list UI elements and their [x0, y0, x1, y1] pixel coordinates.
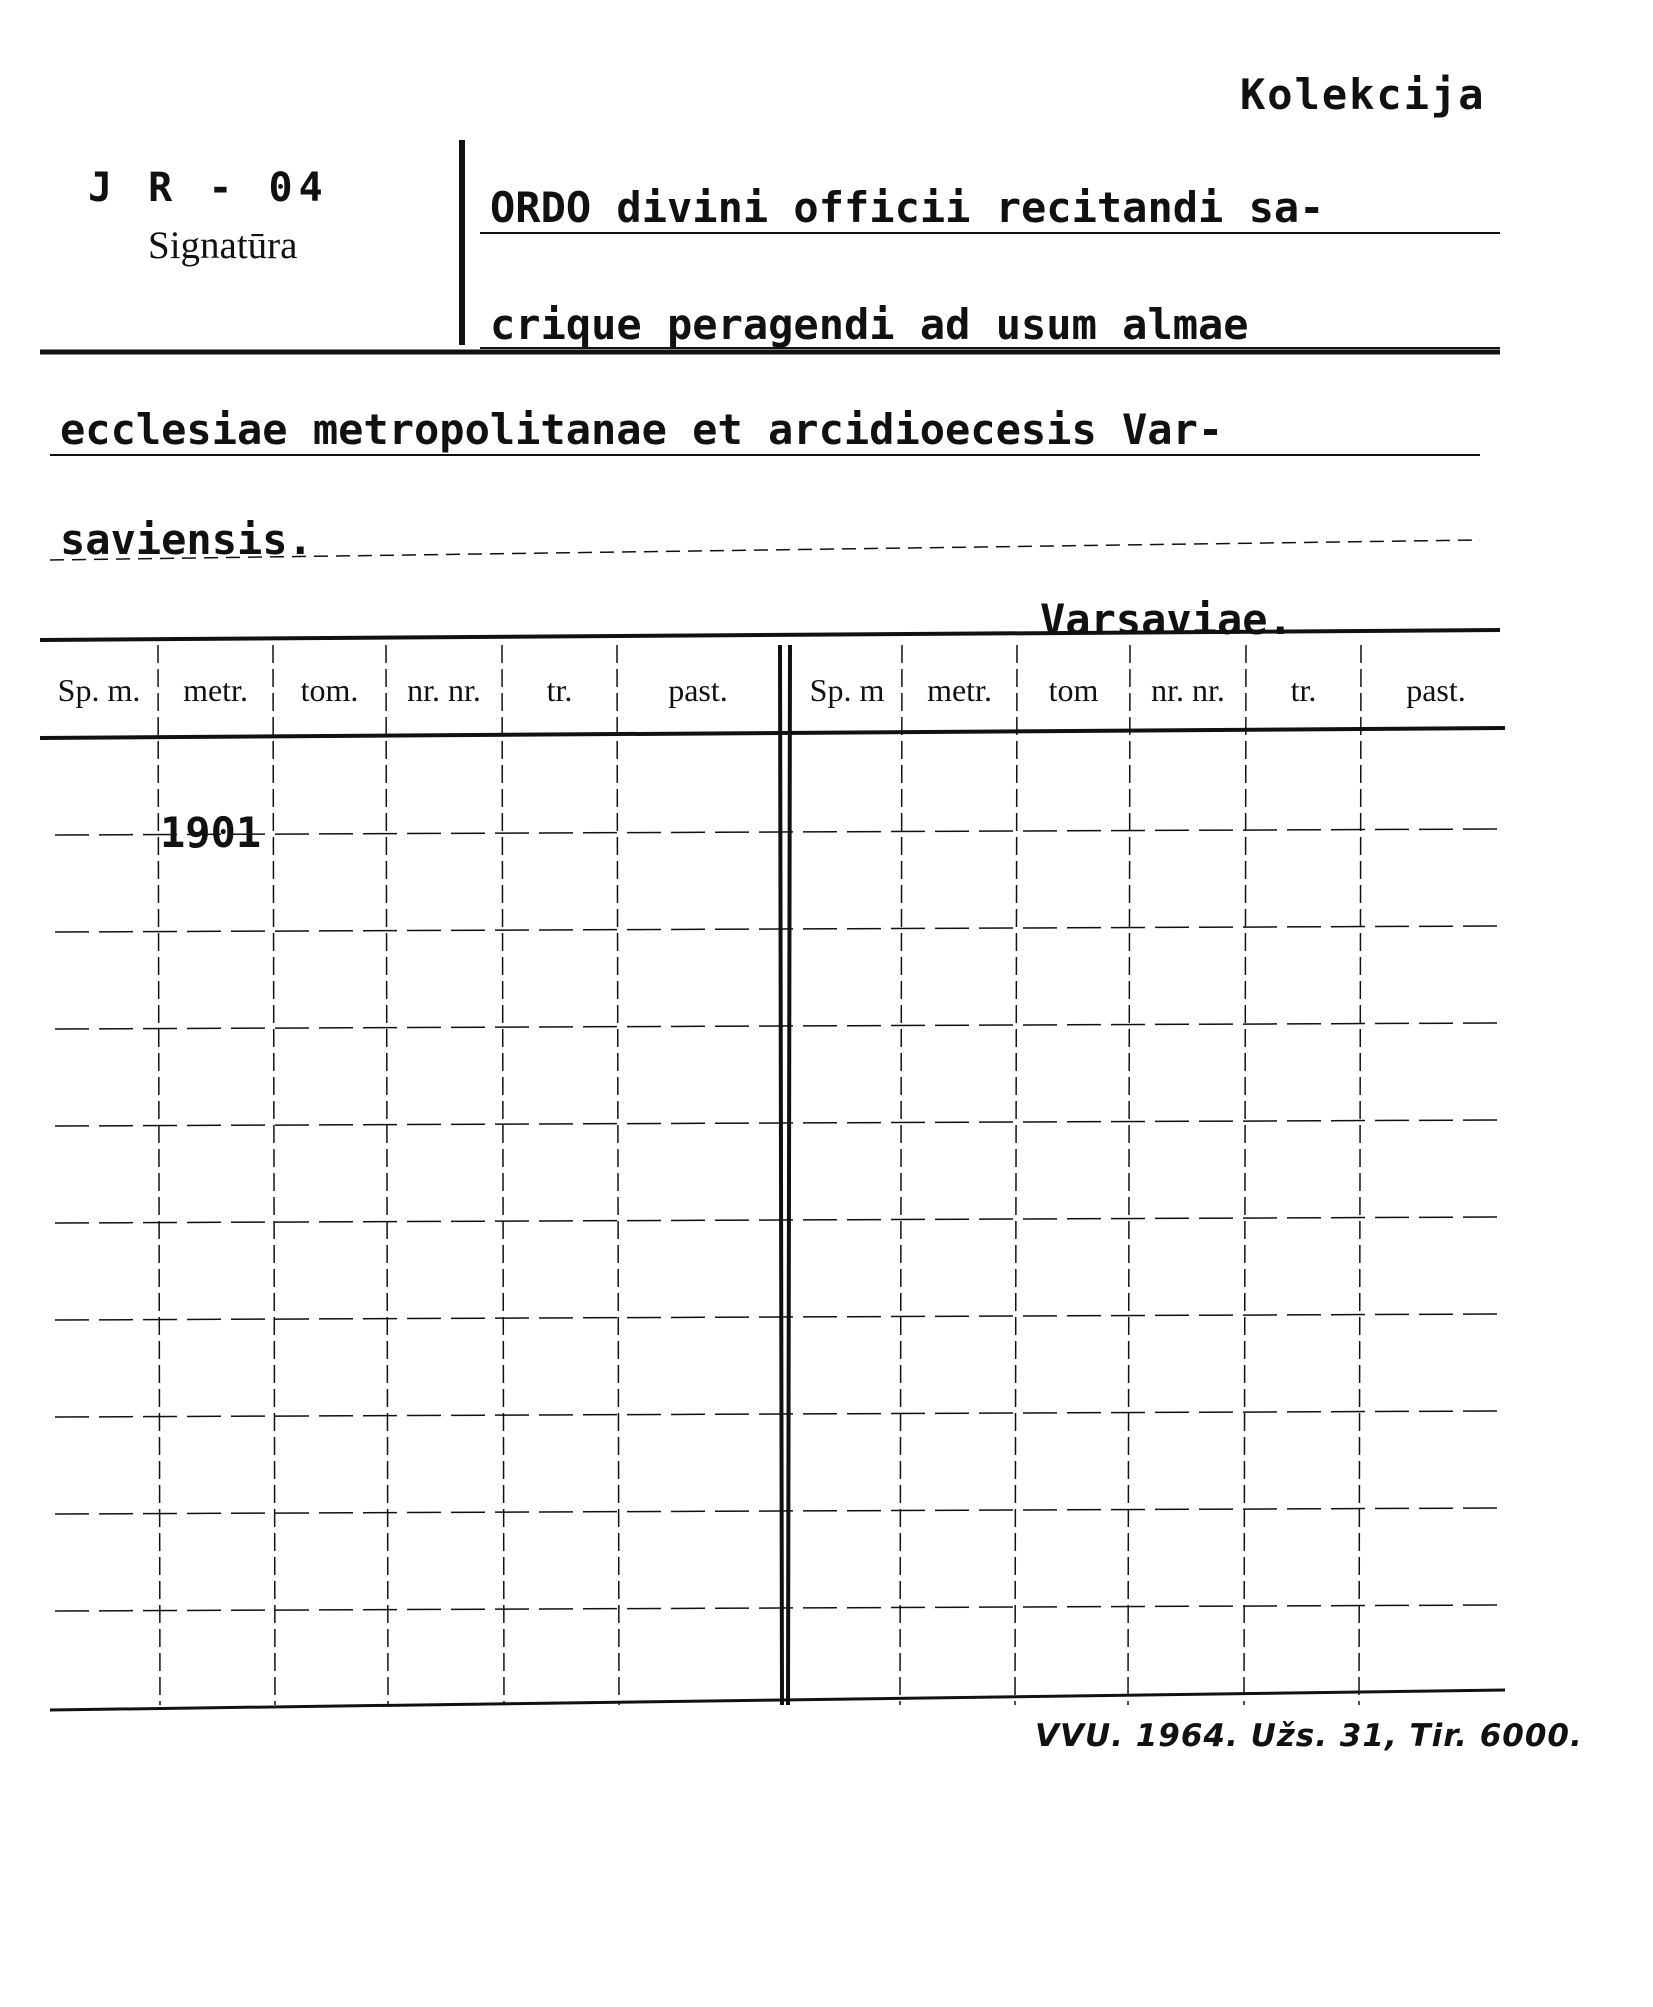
header-tr-left: tr. — [546, 672, 573, 708]
row-line — [55, 1411, 1500, 1417]
column-line — [158, 645, 160, 1705]
title-line-2: crique peragendi ad usum almae — [490, 300, 1249, 349]
header-past-left: past. — [668, 672, 728, 708]
signature-code: J R - 04 — [88, 165, 329, 211]
column-line — [788, 645, 790, 1705]
collection-label: Kolekcija — [1240, 70, 1486, 119]
table-top-rule — [40, 630, 1500, 640]
header-past-right: past. — [1406, 672, 1466, 708]
header-sp-m-left: Sp. m. — [57, 672, 141, 708]
column-line — [273, 645, 275, 1705]
column-line — [1128, 645, 1130, 1705]
header-nrnr-right: nr. nr. — [1151, 672, 1225, 708]
row-line — [55, 1120, 1500, 1126]
row-line — [55, 1508, 1500, 1514]
header-metr-left: metr. — [183, 672, 248, 708]
title-line-1: ORDO divini officii recitandi sa- — [490, 183, 1325, 232]
row-line — [55, 926, 1500, 932]
title-underline-4 — [50, 540, 1480, 560]
row-line — [55, 1314, 1500, 1320]
row-line — [55, 1605, 1500, 1611]
header-tom-left: tom. — [300, 672, 359, 708]
column-line — [780, 645, 782, 1705]
table-column-lines — [158, 645, 1361, 1705]
title-line-3: ecclesiae metropolitanae et arcidioecesis Var- — [60, 405, 1224, 454]
row-line — [55, 829, 1500, 835]
header-tr-right: tr. — [1290, 672, 1317, 708]
print-footnote: VVU. 1964. Užs. 31, Tir. 6000. — [1035, 1718, 1583, 1754]
table-cell-metr-row1: 1901 — [160, 808, 262, 857]
column-line — [1015, 645, 1017, 1705]
publication-place: Varsaviae. — [1040, 595, 1293, 644]
row-line — [55, 1217, 1500, 1223]
column-line — [1359, 645, 1361, 1705]
header-metr-right: metr. — [927, 672, 992, 708]
signature-label: Signatūra — [148, 224, 298, 267]
column-line — [900, 645, 902, 1705]
column-line — [1244, 645, 1246, 1705]
title-line-4: saviensis. — [60, 515, 313, 564]
table-row-lines — [55, 829, 1500, 1611]
column-line — [502, 645, 504, 1705]
column-line — [386, 645, 388, 1705]
table-bottom-rule — [50, 1690, 1505, 1710]
table-header-rule — [40, 728, 1505, 738]
header-sp-m-right: Sp. m — [809, 672, 885, 708]
header-nrnr-left: nr. nr. — [407, 672, 481, 708]
column-line — [617, 645, 619, 1705]
header-tom-right: tom — [1048, 672, 1099, 708]
row-line — [55, 1023, 1500, 1029]
